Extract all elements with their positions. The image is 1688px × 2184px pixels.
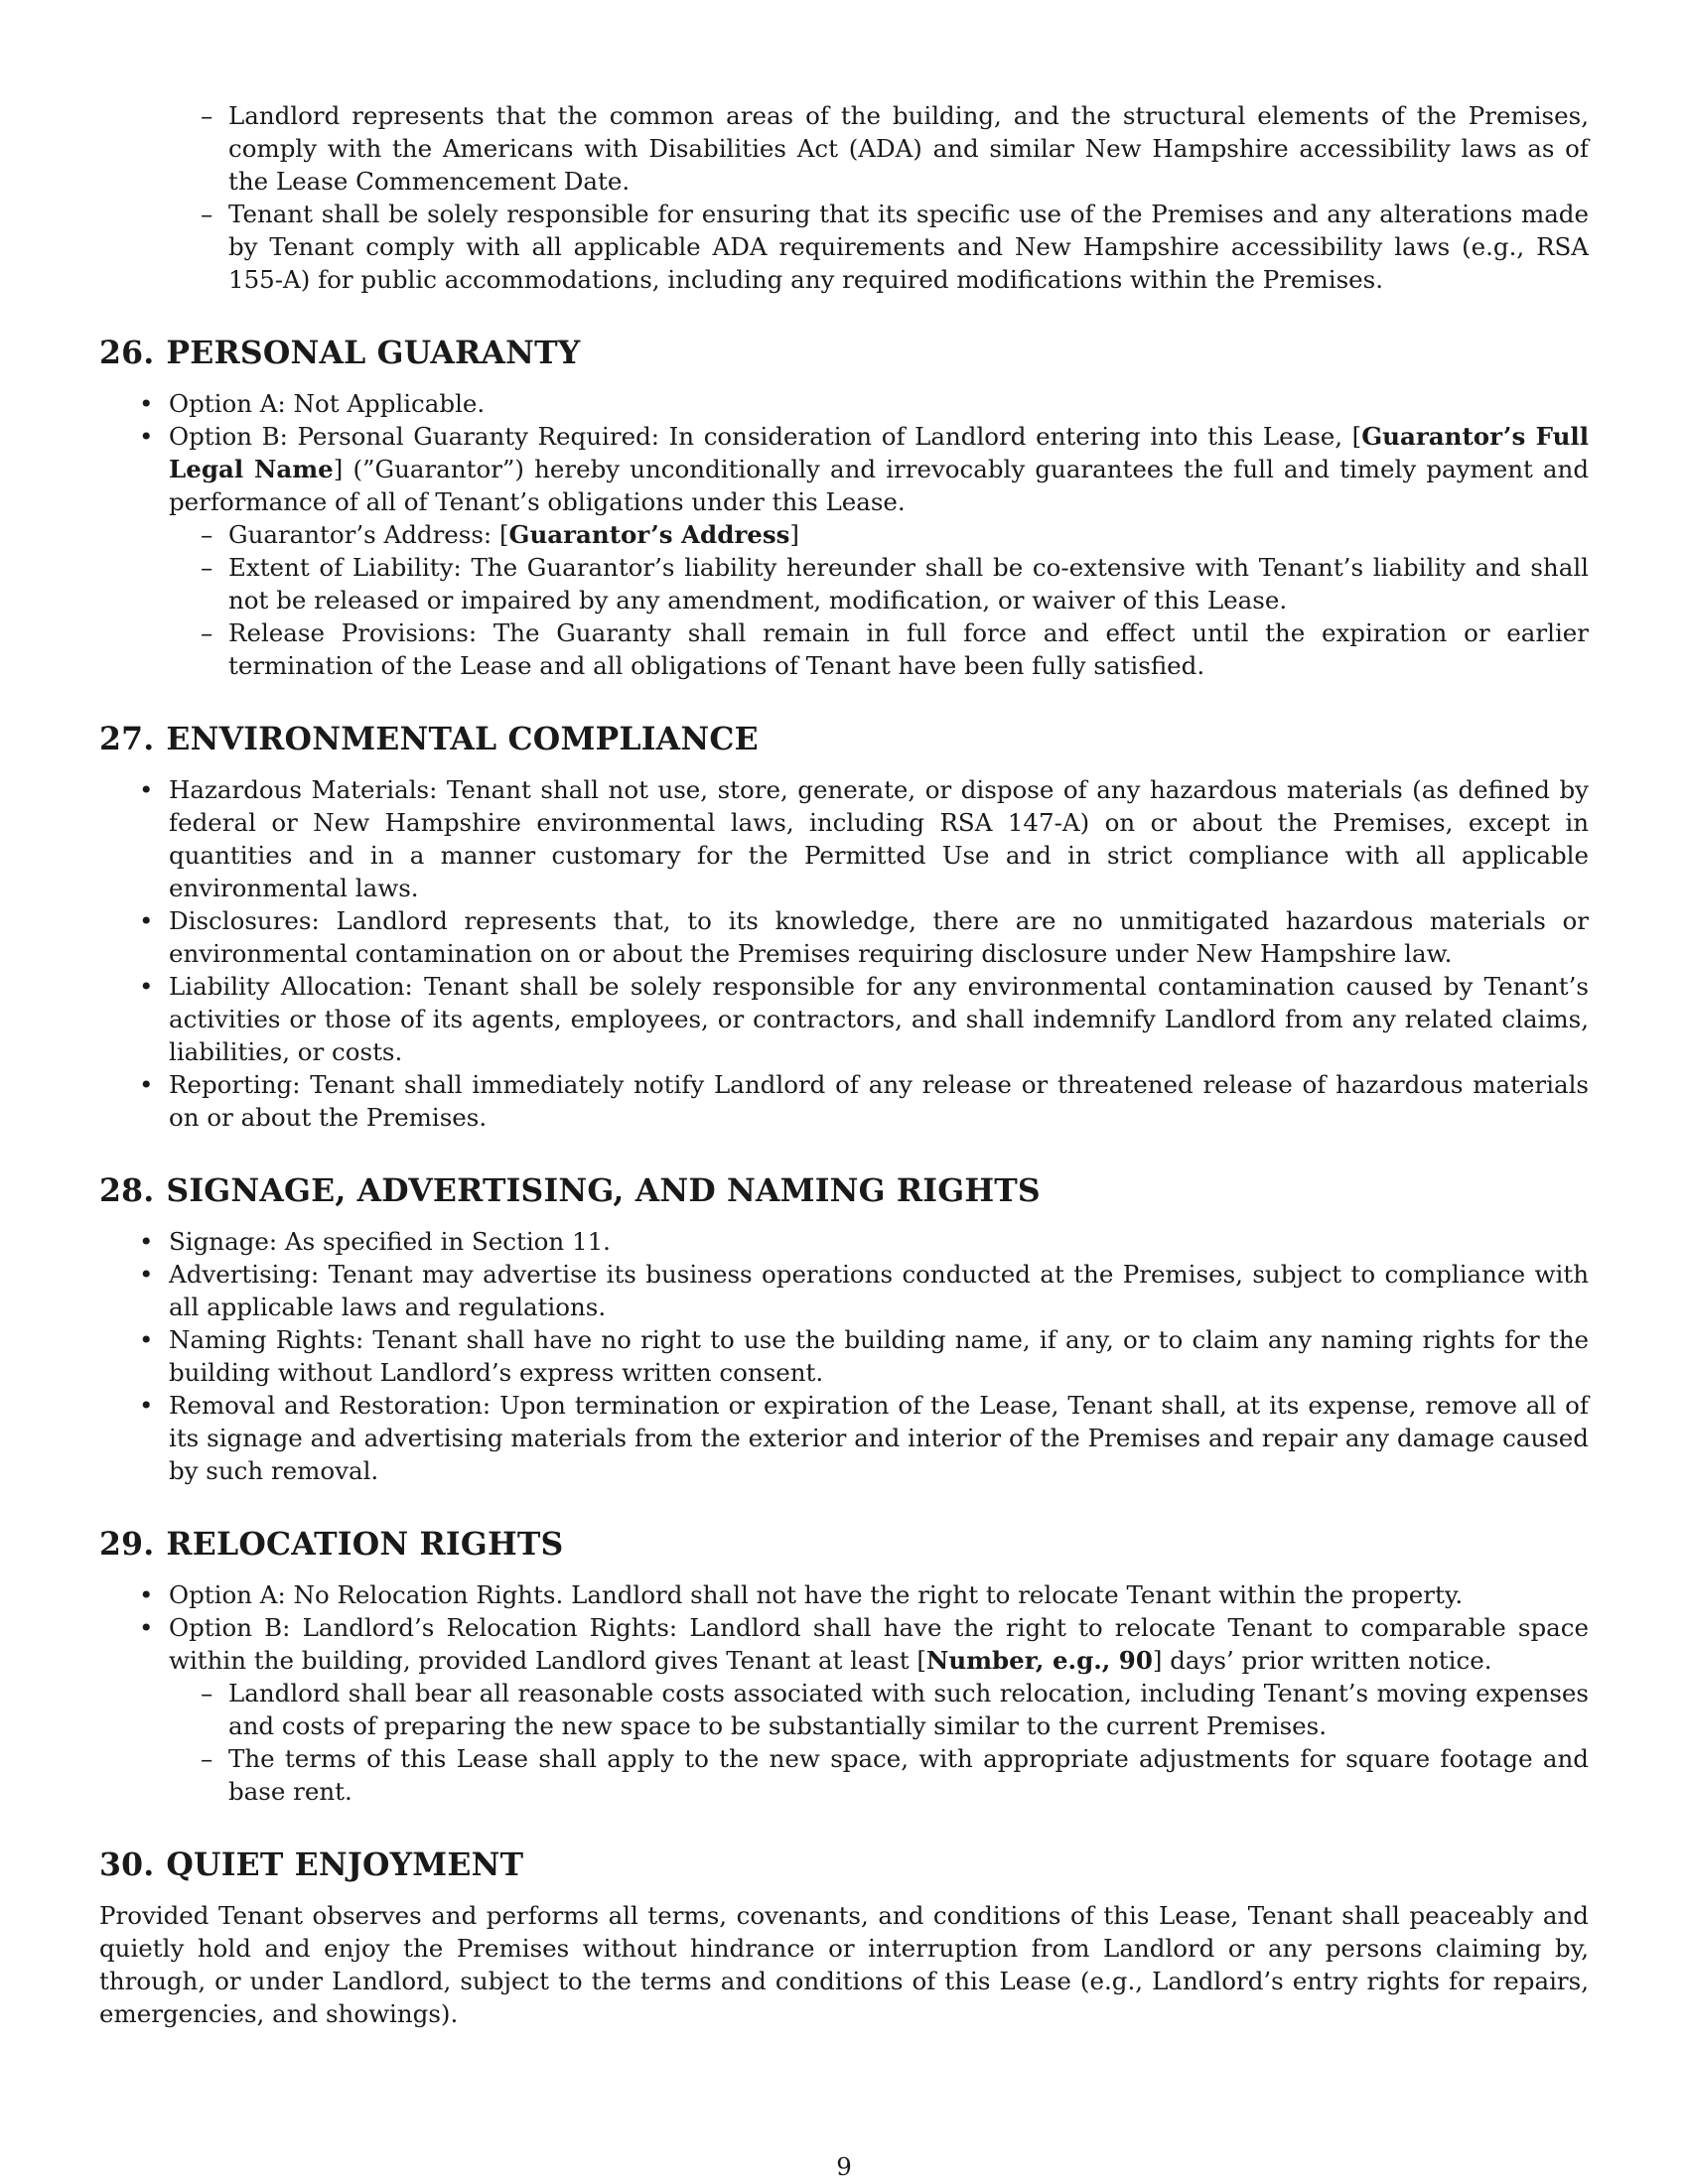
section-title: PERSONAL GUARANTY [166, 335, 581, 371]
section-number: 27. [99, 721, 155, 757]
list-item: • Hazardous Materials: Tenant shall not use, store, generate, or dispose of any hazardous materials (as defined by federal or New Hampshire environmental laws, including RSA 147-A) on or about the Premises, except in quantities and in a manner customary for the Permitted Use and in strict compliance with all applicable environmental laws. [99, 773, 1589, 904]
list-item: • Naming Rights: Tenant shall have no right to use the building name, if any, or to claim any naming rights for the building without Landlord’s express written consent. [99, 1323, 1589, 1389]
list-item: • Liability Allocation: Tenant shall be solely responsible for any environmental contamination caused by Tenant’s activities or those of its agents, employees, or contractors, and shall indemnify Landlord from any related claims, liabilities, or costs. [99, 970, 1589, 1068]
document-page [99, 99, 1589, 2030]
section-heading [99, 720, 1589, 759]
list-item: – Release Provisions: The Guaranty shall remain in full force and effect until the expiration or earlier termination of the Lease and all obligations of Tenant have been fully satisfied. [169, 616, 1589, 682]
ada-compliance-list [99, 99, 1589, 296]
section-relocation-rights [99, 1525, 1589, 1808]
section-number: 30. [99, 1846, 155, 1883]
paragraph: Provided Tenant observes and performs all terms, covenants, and conditions of this Lease, Tenant shall peaceably and quietly hold and enjoy the Premises without hindrance or interruption from Landlord or any persons claiming by, through, or under Landlord, subject to the terms and conditions of this Lease (e.g., Landlord’s entry rights for repairs, emergencies, and showings). [99, 1901, 1589, 2028]
text: Guarantor’s Address: [ [228, 520, 509, 549]
section-quiet-enjoyment [99, 1845, 1589, 2030]
list-item: – The terms of this Lease shall apply to the new space, with appropriate adjustments for square footage and base rent. [169, 1742, 1589, 1808]
section-number: 28. [99, 1172, 155, 1209]
list-item [169, 518, 1589, 551]
text: ] [789, 520, 799, 549]
page-number: 9 [836, 2152, 852, 2181]
bullet-list [99, 1578, 1589, 1808]
list-item: • Reporting: Tenant shall immediately notify Landlord of any release or threatened release of hazardous materials on or about the Premises. [99, 1068, 1589, 1134]
list-item: • Disclosures: Landlord represents that, to its knowledge, there are no unmitigated hazardous materials or environmental contamination on or about the Premises requiring disclosure under New Hampshire law. [99, 904, 1589, 970]
list-item [99, 1611, 1589, 1808]
section-title: RELOCATION RIGHTS [166, 1526, 564, 1563]
section-environmental-compliance [99, 720, 1589, 1134]
list-item: • Option A: No Relocation Rights. Landlord shall not have the right to relocate Tenant within the property. [99, 1578, 1589, 1611]
section-personal-guaranty [99, 334, 1589, 682]
section-signage-rights [99, 1171, 1589, 1487]
list-item: • Option A: Not Applicable. [99, 387, 1589, 420]
sub-list [169, 518, 1589, 682]
list-item [99, 420, 1589, 682]
section-heading [99, 1845, 1589, 1885]
list-item: – Tenant shall be solely responsible for ensuring that its specific use of the Premises and any alterations made by Tenant comply with all applicable ADA requirements and New Hampshire accessibility laws (e.g., RSA 155-A) for public accommodations, including any required modifications within the Premises. [99, 198, 1589, 296]
text: Option B: Landlord’s Relocation Rights: Landlord shall have the right to relocate Tenant to comparable space within the building, provided Landlord gives Tenant at least [ [169, 1613, 1589, 1675]
section-number: 29. [99, 1526, 155, 1563]
section-title: SIGNAGE, ADVERTISING, AND NAMING RIGHTS [166, 1172, 1041, 1209]
text: ] days’ prior written notice. [1152, 1646, 1492, 1675]
section-heading [99, 334, 1589, 373]
list-item: – Landlord shall bear all reasonable costs associated with such relocation, including Tenant’s moving expenses and costs of preparing the new space to be substantially similar to the current Premises. [169, 1677, 1589, 1742]
text: ] (”Guarantor”) hereby unconditionally and irrevocably guarantees the full and timely payment and performance of all of Tenant’s obligations under this Lease. [169, 455, 1590, 516]
placeholder-field: Number, e.g., 90 [925, 1646, 1153, 1675]
section-heading [99, 1171, 1589, 1211]
list-item: • Removal and Restoration: Upon termination or expiration of the Lease, Tenant shall, at its expense, remove all of its signage and advertising materials from the exterior and interior of the Premises and repair any damage caused by such removal. [99, 1389, 1589, 1487]
placeholder-field: Guarantor’s Full Legal Name [169, 422, 1589, 483]
list-item: • Advertising: Tenant may advertise its business operations conducted at the Premises, subject to compliance with all applicable laws and regulations. [99, 1258, 1589, 1323]
text: Option B: Personal Guaranty Required: In consideration of Landlord entering into this Lease, [ [169, 422, 1362, 451]
bullet-list [99, 1225, 1589, 1487]
list-item: – Extent of Liability: The Guarantor’s liability hereunder shall be co-extensive with Tenant’s liability and shall not be released or impaired by any amendment, modification, or waiver of this Lease. [169, 551, 1589, 616]
bullet-list [99, 387, 1589, 682]
sub-list [169, 1677, 1589, 1808]
bullet-list [99, 773, 1589, 1134]
placeholder-field: Guarantor’s Address [508, 520, 790, 549]
section-title: QUIET ENJOYMENT [166, 1846, 524, 1883]
section-heading [99, 1525, 1589, 1565]
section-number: 26. [99, 335, 155, 371]
list-item: • Signage: As specified in Section 11. [99, 1225, 1589, 1258]
section-title: ENVIRONMENTAL COMPLIANCE [166, 721, 759, 757]
list-item: – Landlord represents that the common areas of the building, and the structural elements of the Premises, comply with the Americans with Disabilities Act (ADA) and similar New Hampshire accessibility laws as of the Lease Commencement Date. [99, 99, 1589, 198]
